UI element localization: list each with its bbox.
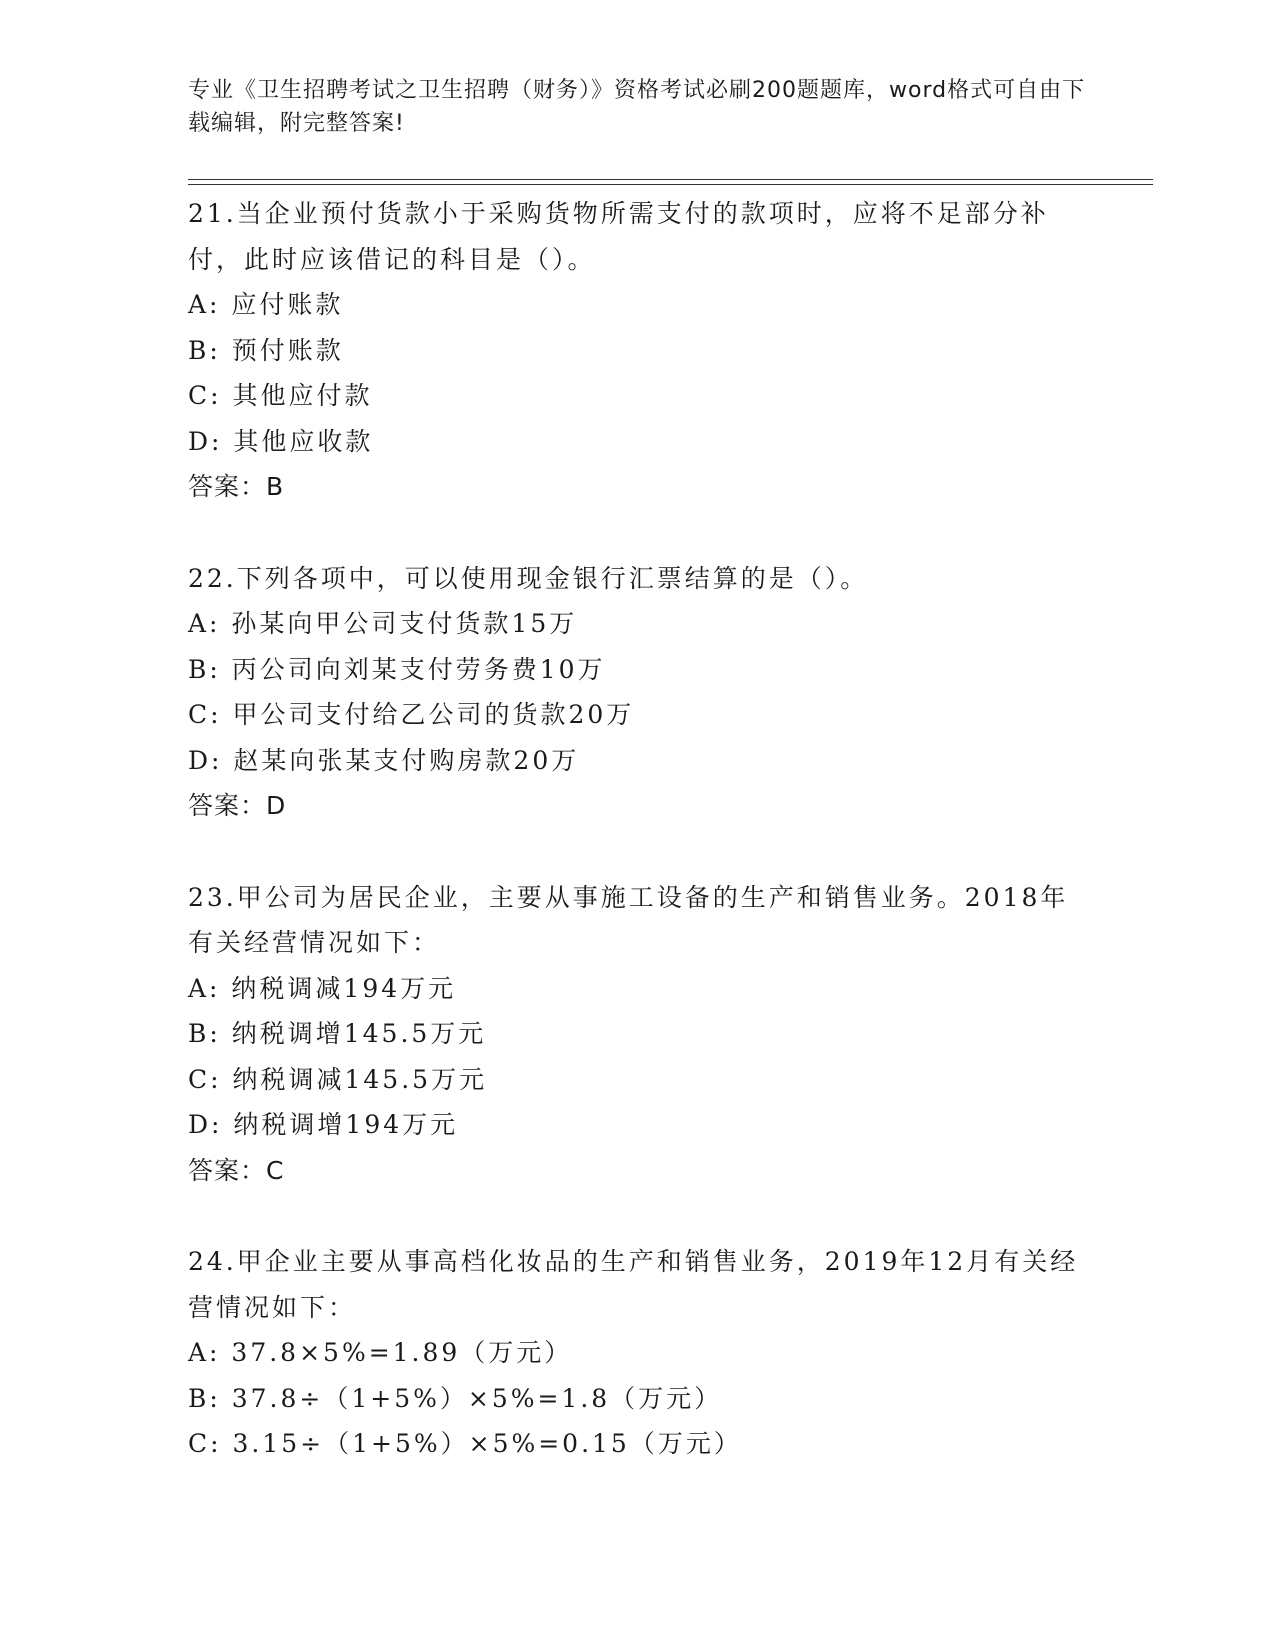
option-c: C: 3.15÷（1+5%）×5%=0.15（万元） [188,1429,742,1458]
question-stem: 22.下列各项中，可以使用现金银行汇票结算的是（）。 [188,563,869,593]
question-23 [188,875,1088,1194]
option-c: C: 甲公司支付给乙公司的货款20万 [188,700,635,729]
option-b: B: 预付账款 [188,335,344,365]
question-24 [188,1239,1088,1467]
question-stem: 21.当企业预付货款小于采购货物所需支付的款项时，应将不足部分补付，此时应该借记的科目是（）。 [188,199,1049,274]
option-d: D: 其他应收款 [188,426,374,456]
option-a: A: 纳税调减194万元 [188,973,457,1003]
option-d: D: 赵某向张某支付购房款20万 [188,745,580,775]
option-b: B: 丙公司向刘某支付劳务费10万 [188,654,606,684]
answer-line: 答案：C [188,1155,285,1185]
question-stem: 23.甲公司为居民企业，主要从事施工设备的生产和销售业务。2018年有关经营情况如下： [188,882,1069,957]
option-b: B: 37.8÷（1+5%）×5%=1.8（万元） [188,1383,723,1413]
question-22 [188,556,1088,829]
option-a: A: 37.8×5%=1.89（万元） [188,1338,573,1367]
question-21 [188,191,1088,510]
option-d: D: 纳税调增194万元 [188,1110,459,1139]
answer-line: 答案：D [188,791,287,820]
answer-line: 答案：B [188,472,285,501]
question-list [188,191,1088,1513]
option-c: C: 纳税调减145.5万元 [188,1064,488,1094]
header-divider [188,179,1153,185]
option-a: A: 应付账款 [188,290,344,319]
option-a: A: 孙某向甲公司支付货款15万 [188,609,578,638]
option-c: C: 其他应付款 [188,381,373,410]
option-b: B: 纳税调增145.5万元 [188,1019,487,1048]
document-header: 专业《卫生招聘考试之卫生招聘（财务）》资格考试必刷200题题库，word格式可自由下载编辑，附完整答案! [188,78,1086,136]
question-stem: 24.甲企业主要从事高档化妆品的生产和销售业务，2019年12月有关经营情况如下： [188,1247,1079,1322]
